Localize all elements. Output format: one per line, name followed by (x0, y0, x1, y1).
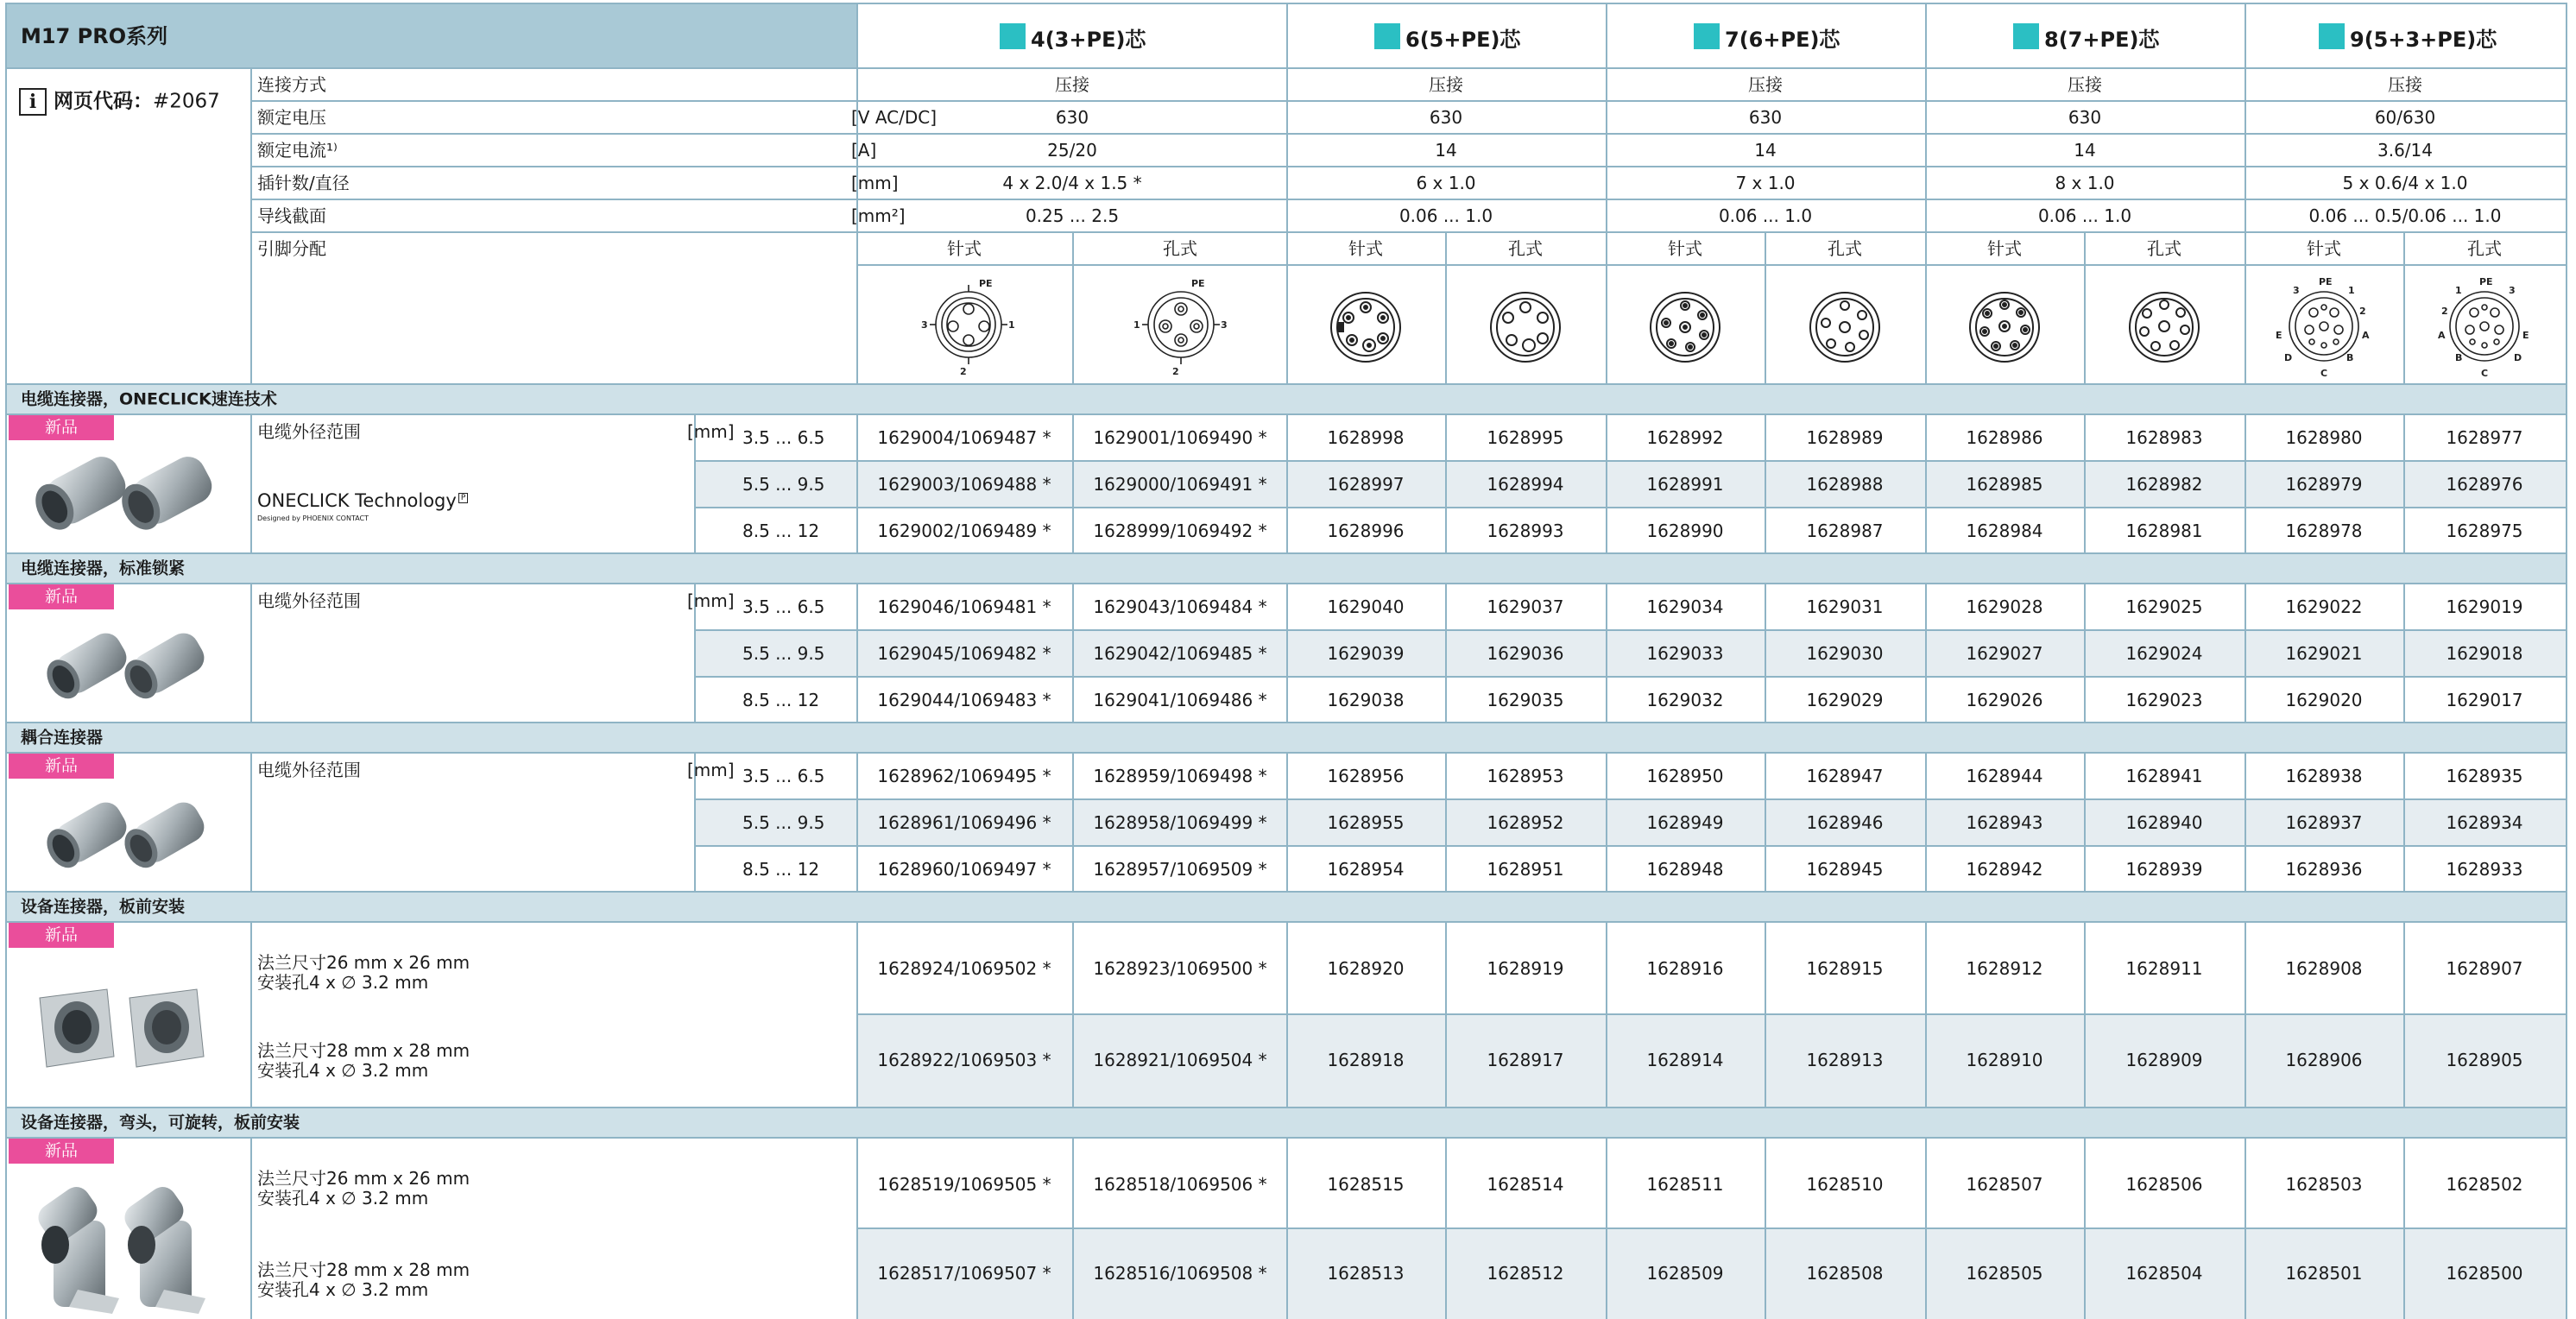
variant-header-6: 6(5+PE)芯 (1405, 28, 1521, 52)
cable-diameter-range: 3.5 ... 6.5 (742, 596, 825, 617)
order-code: 1629020 (2285, 690, 2363, 710)
product-image-flange-connector (35, 972, 216, 1082)
pin-mark-1: 1 (1133, 319, 1140, 331)
param-unit: [mm] (687, 590, 735, 611)
order-code: 1628504 (2125, 1263, 2203, 1284)
order-code: 1628994 (1487, 474, 1564, 495)
spec-unit: [mm] (851, 173, 899, 193)
spec-label: 额定电流¹⁾ (257, 140, 338, 161)
pin-mark-3: 3 (2293, 285, 2300, 296)
order-code: 1628959/1069498 * (1093, 766, 1267, 786)
spec-unit: [mm²] (851, 205, 906, 226)
spec-value: 压接 (1429, 74, 1463, 95)
pin-label: 针式 (1668, 238, 1702, 259)
order-code: 1628962/1069495 * (877, 766, 1051, 786)
section-bar-bg (7, 723, 2566, 752)
order-code: 1629018 (2446, 643, 2523, 664)
pin-mark-3: 3 (2509, 285, 2516, 296)
order-code: 1628509 (1646, 1263, 1724, 1284)
spec-value: 14 (1754, 140, 1777, 161)
socket-diagram-8-pin (2128, 285, 2200, 369)
param-label: 电缆外径范围 (257, 590, 361, 611)
order-code: 1628956 (1327, 766, 1405, 786)
spec-value: 4 x 2.0/4 x 1.5 * (1002, 173, 1142, 193)
param-label: 电缆外径范围 (257, 421, 361, 442)
order-code: 1628515 (1327, 1174, 1405, 1195)
variant-header-4: 4(3+PE)芯 (1031, 28, 1146, 52)
order-code: 1628922/1069503 * (877, 1050, 1051, 1070)
order-code: 1629039 (1327, 643, 1405, 664)
order-code: 1628961/1069496 * (877, 812, 1051, 833)
order-code: 1628912 (1966, 958, 2043, 979)
section-bar-bg (7, 554, 2566, 583)
order-code: 1628950 (1646, 766, 1724, 786)
order-code: 1628916 (1646, 958, 1724, 979)
socket-diagram-7-pin (1809, 285, 1881, 369)
cable-diameter-range: 5.5 ... 9.5 (742, 474, 825, 495)
order-code: 1629002/1069489 * (877, 521, 1051, 541)
pin-diagram-8-pin (1968, 285, 2041, 369)
spec-value: 630 (2068, 107, 2102, 128)
order-code: 1628946 (1806, 812, 1884, 833)
order-code: 1628991 (1646, 474, 1724, 495)
spec-value: 3.6/14 (2377, 140, 2433, 161)
pin-mark-2: 2 (2441, 306, 2448, 317)
new-badge: 新品 (9, 584, 114, 609)
socket-label: 孔式 (1163, 238, 1197, 259)
pin-mark-e: E (2276, 330, 2282, 341)
order-code: 1628957/1069509 * (1093, 859, 1267, 880)
order-code: 1629030 (1806, 643, 1884, 664)
spec-value: 25/20 (1047, 140, 1097, 161)
order-code: 1629017 (2446, 690, 2523, 710)
spec-value: 0.25 ... 2.5 (1025, 205, 1120, 226)
product-image-coupling-connector (41, 784, 214, 889)
order-code: 1628503 (2285, 1174, 2363, 1195)
spec-value: 630 (1055, 107, 1089, 128)
cable-diameter-range: 8.5 ... 12 (742, 521, 820, 541)
order-code: 1629022 (2285, 596, 2363, 617)
order-code: 1629041/1069486 * (1093, 690, 1267, 710)
spec-value: 5 x 0.6/4 x 1.0 (2342, 173, 2468, 193)
cable-diameter-range: 5.5 ... 9.5 (742, 812, 825, 833)
order-code: 1629003/1069488 * (877, 474, 1051, 495)
order-code: 1628992 (1646, 427, 1724, 448)
order-code: 1628939 (2125, 859, 2203, 880)
pin-label: 针式 (947, 238, 982, 259)
order-code: 1628952 (1487, 812, 1564, 833)
flange-size: 法兰尺寸28 mm x 28 mm (257, 1040, 470, 1061)
spec-value: 压接 (1055, 74, 1089, 95)
spec-value: 14 (2074, 140, 2096, 161)
spec-unit: [A] (851, 140, 877, 161)
order-code: 1628911 (2125, 958, 2203, 979)
order-code: 1628975 (2446, 521, 2523, 541)
order-code: 1629027 (1966, 643, 2043, 664)
spec-value: 60/630 (2374, 107, 2436, 128)
spec-value: 7 x 1.0 (1735, 173, 1796, 193)
socket-label: 孔式 (2467, 238, 2502, 259)
order-code: 1628996 (1327, 521, 1405, 541)
spec-value: 压接 (1748, 74, 1783, 95)
variant-color-icon (1374, 23, 1400, 49)
order-code: 1629001/1069490 * (1093, 427, 1267, 448)
pin-mark-c: C (2481, 368, 2489, 379)
order-code: 1628940 (2125, 812, 2203, 833)
order-code: 1628923/1069500 * (1093, 958, 1267, 979)
pin-diagram-7-pin (1649, 285, 1721, 369)
order-code: 1629035 (1487, 690, 1564, 710)
order-code: 1628508 (1806, 1263, 1884, 1284)
order-code: 1628919 (1487, 958, 1564, 979)
order-code: 1628997 (1327, 474, 1405, 495)
socket-label: 孔式 (1828, 238, 1862, 259)
pin-mark-c: C (2320, 368, 2328, 379)
pin-mark-1: 1 (2348, 285, 2355, 296)
order-code: 1628979 (2285, 474, 2363, 495)
order-code: 1628988 (1806, 474, 1884, 495)
oneclick-logo-sub: Designed by PHOENIX CONTACT (257, 514, 369, 522)
web-code-label: 网页代码： (54, 90, 153, 113)
order-code: 1629033 (1646, 643, 1724, 664)
order-code: 1628512 (1487, 1263, 1564, 1284)
socket-diagram-6-pin (1489, 285, 1562, 369)
flange-size: 法兰尺寸28 mm x 28 mm (257, 1259, 470, 1280)
order-code: 1628978 (2285, 521, 2363, 541)
mounting-holes: 安装孔4 x ∅ 3.2 mm (257, 1188, 429, 1209)
order-code: 1628999/1069492 * (1093, 521, 1267, 541)
order-code: 1628514 (1487, 1174, 1564, 1195)
order-code: 1628938 (2285, 766, 2363, 786)
order-code: 1629031 (1806, 596, 1884, 617)
order-code: 1628510 (1806, 1174, 1884, 1195)
pin-mark-b: B (2455, 352, 2463, 363)
order-code: 1628989 (1806, 427, 1884, 448)
product-image-oneclick-connector (31, 442, 230, 549)
order-code: 1628955 (1327, 812, 1405, 833)
order-code: 1629037 (1487, 596, 1564, 617)
order-code: 1628985 (1966, 474, 2043, 495)
order-code: 1628519/1069505 * (877, 1174, 1051, 1195)
pin-diagram-9-pin (2272, 273, 2376, 380)
spec-value: 6 x 1.0 (1416, 173, 1476, 193)
socket-diagram-4-pin (1133, 275, 1228, 378)
section-title: 电缆连接器，标准锁紧 (21, 559, 186, 578)
order-code: 1629025 (2125, 596, 2203, 617)
order-code: 1628953 (1487, 766, 1564, 786)
order-code: 1628921/1069504 * (1093, 1050, 1267, 1070)
order-code: 1628914 (1646, 1050, 1724, 1070)
variant-color-icon (1694, 23, 1720, 49)
variant-header-8: 8(7+PE)芯 (2044, 28, 2160, 52)
order-code: 1629036 (1487, 643, 1564, 664)
param-unit: [mm] (687, 760, 735, 780)
pin-mark-3: 3 (921, 319, 928, 331)
order-code: 1628944 (1966, 766, 2043, 786)
order-code: 1628505 (1966, 1263, 2043, 1284)
order-code: 1628954 (1327, 859, 1405, 880)
order-code: 1628913 (1806, 1050, 1884, 1070)
order-code: 1629024 (2125, 643, 2203, 664)
spec-value: 压接 (2388, 74, 2422, 95)
new-badge: 新品 (9, 923, 114, 948)
order-code: 1628910 (1966, 1050, 2043, 1070)
pin-mark-d: D (2284, 352, 2293, 363)
new-badge: 新品 (9, 1139, 114, 1164)
order-code: 1628990 (1646, 521, 1724, 541)
order-code: 1628998 (1327, 427, 1405, 448)
oneclick-logo: ONECLICK Technology $^P$ (257, 492, 468, 510)
order-code: 1628942 (1966, 859, 2043, 880)
product-image-angled-connector (35, 1169, 224, 1316)
pin-mark-e: E (2522, 330, 2529, 341)
pin-mark-pe: PE (1191, 278, 1205, 289)
order-code: 1629026 (1966, 690, 2043, 710)
pin-mark-pe: PE (979, 278, 993, 289)
cable-diameter-range: 8.5 ... 12 (742, 690, 820, 710)
socket-label: 孔式 (2147, 238, 2181, 259)
web-code-value: #2067 (153, 90, 220, 113)
order-code: 1628993 (1487, 521, 1564, 541)
mounting-holes: 安装孔4 x ∅ 3.2 mm (257, 1279, 429, 1300)
order-code: 1628934 (2446, 812, 2523, 833)
order-code: 1628936 (2285, 859, 2363, 880)
pin-label: 针式 (2307, 238, 2341, 259)
pin-mark-1: 1 (2455, 285, 2462, 296)
spec-unit: [V AC/DC] (851, 107, 938, 128)
variant-header-7: 7(6+PE)芯 (1725, 28, 1840, 52)
mounting-holes: 安装孔4 x ∅ 3.2 mm (257, 1060, 429, 1081)
order-code: 1629045/1069482 * (877, 643, 1051, 664)
order-code: 1628935 (2446, 766, 2523, 786)
spec-label: 插针数/直径 (257, 173, 350, 193)
spec-label: 导线截面 (257, 205, 326, 226)
section-title: 耦合连接器 (21, 728, 104, 748)
order-code: 1629038 (1327, 690, 1405, 710)
order-code: 1628906 (2285, 1050, 2363, 1070)
section-bar-bg (7, 385, 2566, 413)
order-code: 1628909 (2125, 1050, 2203, 1070)
order-code: 1628933 (2446, 859, 2523, 880)
spec-value: 630 (1748, 107, 1783, 128)
spec-label: 额定电压 (257, 107, 326, 128)
order-code: 1628507 (1966, 1174, 2043, 1195)
order-code: 1629032 (1646, 690, 1724, 710)
cable-diameter-range: 5.5 ... 9.5 (742, 643, 825, 664)
order-code: 1628981 (2125, 521, 2203, 541)
order-code: 1628506 (2125, 1174, 2203, 1195)
order-code: 1628951 (1487, 859, 1564, 880)
order-code: 1628915 (1806, 958, 1884, 979)
pin-mark-a: A (2438, 330, 2446, 341)
spec-value: 0.06 ... 1.0 (2037, 205, 2132, 226)
order-code: 1629029 (1806, 690, 1884, 710)
cable-diameter-range: 3.5 ... 6.5 (742, 766, 825, 786)
pin-mark-3: 3 (1221, 319, 1228, 331)
pin-diagram-4-pin (921, 275, 1016, 378)
new-badge: 新品 (9, 754, 114, 779)
order-code: 1628502 (2446, 1174, 2523, 1195)
order-code: 1629034 (1646, 596, 1724, 617)
order-code: 1628982 (2125, 474, 2203, 495)
order-code: 1629004/1069487 * (877, 427, 1051, 448)
order-code: 1628924/1069502 * (877, 958, 1051, 979)
order-code: 1629000/1069491 * (1093, 474, 1267, 495)
order-code: 1628908 (2285, 958, 2363, 979)
param-label: 电缆外径范围 (257, 760, 361, 780)
order-code: 1629019 (2446, 596, 2523, 617)
order-code: 1628977 (2446, 427, 2523, 448)
order-code: 1629040 (1327, 596, 1405, 617)
section-bar-bg (7, 893, 2566, 921)
product-image-standard-connector (41, 615, 214, 720)
pin-mark-2: 2 (2359, 306, 2366, 317)
order-code: 1628960/1069497 * (877, 859, 1051, 880)
order-code: 1629046/1069481 * (877, 596, 1051, 617)
cable-diameter-range: 3.5 ... 6.5 (742, 427, 825, 448)
variant-header-9: 9(5+3+PE)芯 (2350, 28, 2497, 52)
new-badge: 新品 (9, 415, 114, 440)
order-code: 1628983 (2125, 427, 2203, 448)
order-code: 1628948 (1646, 859, 1724, 880)
pin-mark-2: 2 (1172, 366, 1179, 377)
order-code: 1628949 (1646, 812, 1724, 833)
cable-diameter-range: 8.5 ... 12 (742, 859, 820, 880)
section-title: 设备连接器，板前安装 (21, 897, 186, 917)
order-code: 1628517/1069507 * (877, 1263, 1051, 1284)
order-code: 1628995 (1487, 427, 1564, 448)
order-code: 1628918 (1327, 1050, 1405, 1070)
order-code: 1628917 (1487, 1050, 1564, 1070)
socket-diagram-9-pin (2433, 273, 2536, 380)
variant-color-icon (2013, 23, 2039, 49)
section-bar-bg (7, 1108, 2566, 1137)
order-code: 1628937 (2285, 812, 2363, 833)
mounting-holes: 安装孔4 x ∅ 3.2 mm (257, 972, 429, 993)
order-code: 1628943 (1966, 812, 2043, 833)
pin-mark-2: 2 (960, 366, 967, 377)
order-code: 1629044/1069483 * (877, 690, 1051, 710)
section-title: 电缆连接器，ONECLICK速连技术 (21, 389, 277, 409)
order-code: 1628986 (1966, 427, 2043, 448)
socket-label: 孔式 (1508, 238, 1543, 259)
oneclick-logo-text: ONECLICK Technology (257, 490, 457, 511)
pin-mark-pe: PE (2479, 276, 2493, 287)
order-code: 1628945 (1806, 859, 1884, 880)
order-code: 1628958/1069499 * (1093, 812, 1267, 833)
pin-mark-b: B (2346, 352, 2354, 363)
variant-color-icon (1000, 23, 1026, 49)
flange-size: 法兰尺寸26 mm x 26 mm (257, 1168, 470, 1189)
pin-diagram-6-pin (1329, 285, 1402, 369)
web-code (19, 88, 220, 116)
spec-value: 0.06 ... 0.5/0.06 ... 1.0 (2308, 205, 2502, 226)
order-code: 1628941 (2125, 766, 2203, 786)
order-code: 1629043/1069484 * (1093, 596, 1267, 617)
spec-label: 连接方式 (257, 74, 326, 95)
order-code: 1628920 (1327, 958, 1405, 979)
order-code: 1629023 (2125, 690, 2203, 710)
pin-label: 针式 (1348, 238, 1383, 259)
order-code: 1628976 (2446, 474, 2523, 495)
spec-value: 630 (1429, 107, 1463, 128)
spec-value: 14 (1435, 140, 1457, 161)
order-code: 1628516/1069508 * (1093, 1263, 1267, 1284)
order-code: 1628905 (2446, 1050, 2523, 1070)
pin-mark-1: 1 (1008, 319, 1015, 331)
order-code: 1628518/1069506 * (1093, 1174, 1267, 1195)
variant-color-icon (2319, 23, 2345, 49)
spec-value: 0.06 ... 1.0 (1398, 205, 1493, 226)
order-code: 1628987 (1806, 521, 1884, 541)
spec-value: 压接 (2068, 74, 2102, 95)
spec-value: 8 x 1.0 (2055, 173, 2115, 193)
page-title: M17 PRO系列 (21, 24, 168, 48)
order-code: 1628980 (2285, 427, 2363, 448)
info-icon: i (19, 88, 47, 116)
pin-mark-d: D (2514, 352, 2522, 363)
flange-size: 法兰尺寸26 mm x 26 mm (257, 952, 470, 973)
order-code: 1628511 (1646, 1174, 1724, 1195)
param-unit: [mm] (687, 421, 735, 442)
order-code: 1629042/1069485 * (1093, 643, 1267, 664)
order-code: 1628907 (2446, 958, 2523, 979)
spec-value: 0.06 ... 1.0 (1718, 205, 1813, 226)
order-code: 1628947 (1806, 766, 1884, 786)
order-code: 1628984 (1966, 521, 2043, 541)
pin-mark-pe: PE (2319, 276, 2333, 287)
order-code: 1629021 (2285, 643, 2363, 664)
section-title: 设备连接器，弯头，可旋转，板前安装 (21, 1113, 300, 1133)
pin-label: 针式 (1987, 238, 2022, 259)
order-code: 1628513 (1327, 1263, 1405, 1284)
pin-assignment-label: 引脚分配 (257, 238, 326, 259)
pin-mark-a: A (2362, 330, 2370, 341)
order-code: 1629028 (1966, 596, 2043, 617)
order-code: 1628500 (2446, 1263, 2523, 1284)
order-code: 1628501 (2285, 1263, 2363, 1284)
